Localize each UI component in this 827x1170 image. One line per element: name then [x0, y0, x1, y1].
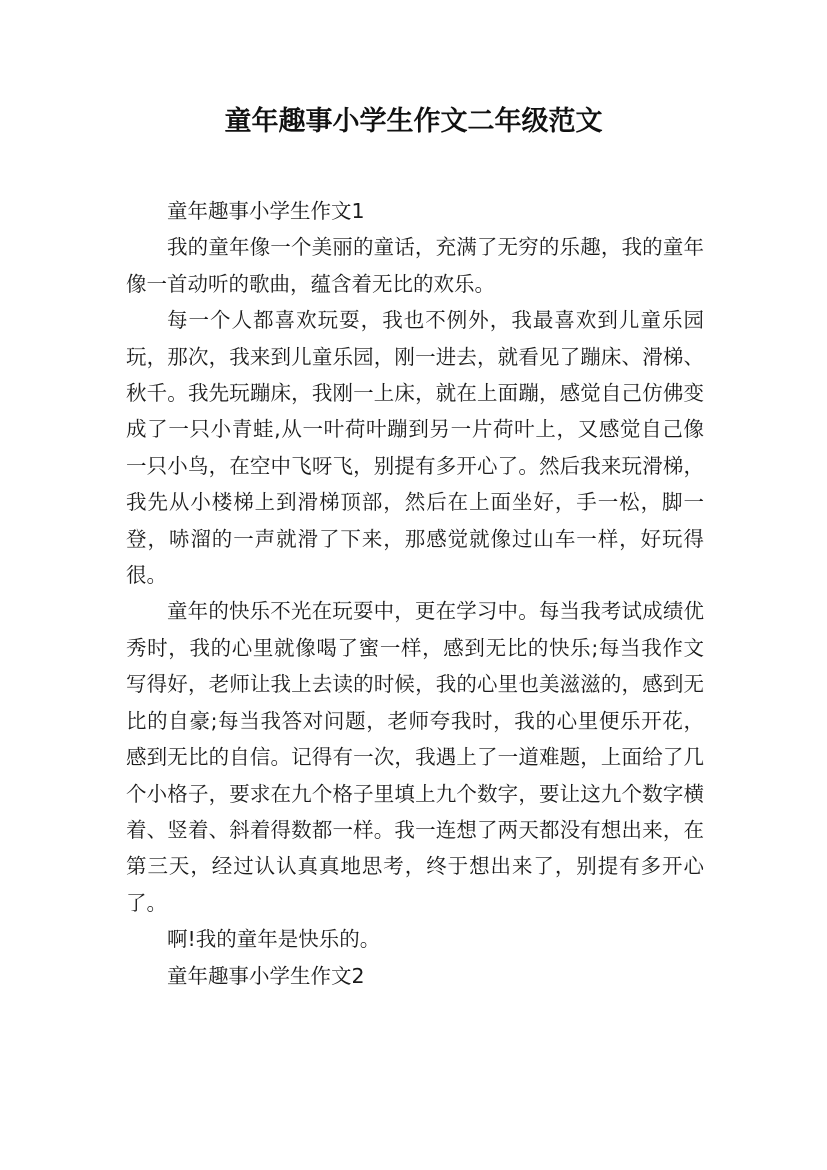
- section-heading-2: 童年趣事小学生作文2: [167, 963, 365, 988]
- document-body: [126, 193, 704, 994]
- document-title: 童年趣事小学生作文二年级范文: [224, 106, 603, 137]
- paragraph: 童年的快乐不光在玩耍中，更在学习中。每当我考试成绩优秀时，我的心里就像喝了蜜一样，感到无比的快乐;每当我作文写得好，老师让我上去读的时候，我的心里也美滋滋的，感到无比的自豪;每当我答对问题，老师夸我时，我的心里便乐开花，感到无比的自信。记得有一次，我遇上了一道难题，上面给了几个小格子，要求在九个格子里填上九个数字，要让这九个数字横着、竖着、斜着得数都一样。我一连想了两天都没有想出来，在第三天，经过认认真真地思考，终于想出来了，别提有多开心了。: [126, 599, 704, 915]
- paragraph: 每一个人都喜欢玩耍，我也不例外，我最喜欢到儿童乐园玩，那次，我来到儿童乐园，刚一进去，就看见了蹦床、滑梯、秋千。我先玩蹦床，我刚一上床，就在上面蹦，感觉自己仿佛变成了一只小青蛙,从一叶荷叶蹦到另一片荷叶上，又感觉自己像一只小鸟，在空中飞呀飞，别提有多开心了。然后我来玩滑梯，我先从小楼梯上到滑梯顶部，然后在上面坐好，手一松，脚一登，哧溜的一声就滑了下来，那感觉就像过山车一样，好玩得很。: [126, 308, 704, 588]
- paragraph: 啊!我的童年是快乐的。: [167, 927, 381, 952]
- section-heading-1: 童年趣事小学生作文1: [167, 199, 365, 223]
- paragraph: 我的童年像一个美丽的童话，充满了无穷的乐趣，我的童年像一首动听的歌曲，蕴含着无比的欢乐。: [126, 235, 704, 296]
